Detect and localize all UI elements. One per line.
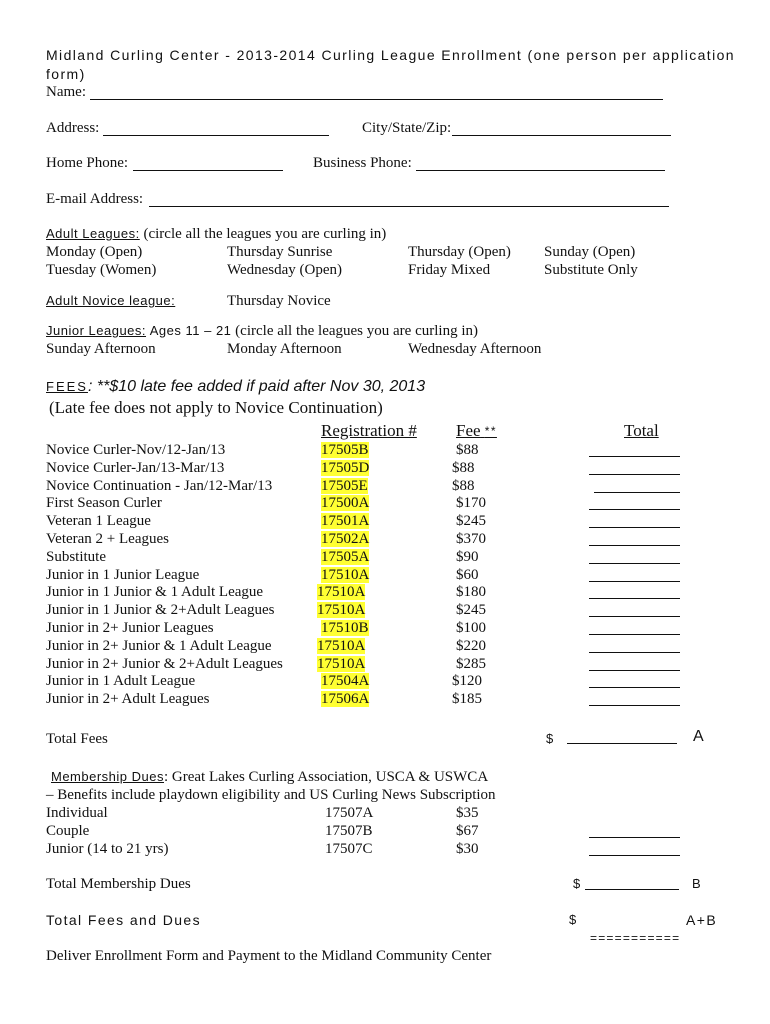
fee-row-amount: $370 bbox=[456, 531, 486, 547]
fee-row-amount: $170 bbox=[456, 495, 486, 512]
fee-row-code: 17505D bbox=[321, 459, 370, 476]
fee-row-code: 17510A bbox=[317, 637, 366, 654]
total-fees-currency: $ bbox=[546, 731, 554, 746]
fee-row-code-cell bbox=[321, 690, 369, 708]
fee-row-amount: $185 bbox=[452, 691, 482, 708]
fee-row-code-cell bbox=[321, 477, 368, 495]
delivery-instruction: Deliver Enrollment Form and Payment to the Midland Community Center bbox=[46, 948, 492, 964]
fees-heading: FEES bbox=[46, 379, 88, 394]
membership-heading: Membership Dues bbox=[51, 769, 164, 784]
total-membership-mark: B bbox=[692, 876, 702, 891]
junior-leagues-instruction: (circle all the leagues you are curling in) bbox=[235, 323, 478, 339]
total-membership-label: Total Membership Dues bbox=[46, 876, 191, 892]
business-phone-field[interactable] bbox=[416, 170, 665, 171]
address-label: Address: bbox=[46, 120, 100, 136]
membership-desc-2: – Benefits include playdown eligibility and US Curling News Subscription bbox=[46, 787, 496, 803]
membership-row-total-field[interactable] bbox=[589, 855, 680, 856]
fee-row-total-field[interactable] bbox=[589, 563, 680, 564]
total-membership-field[interactable] bbox=[585, 889, 679, 890]
fee-row-total-field[interactable] bbox=[589, 652, 680, 653]
col-fee-mark: ** bbox=[484, 424, 497, 438]
fee-row-label: Junior in 1 Junior & 2+Adult Leagues bbox=[46, 602, 275, 619]
col-fee-label: Fee bbox=[456, 421, 481, 440]
fee-row-label: Junior in 2+ Adult Leagues bbox=[46, 691, 210, 708]
fee-row-total-field[interactable] bbox=[589, 616, 680, 617]
membership-row-total-field[interactable] bbox=[589, 837, 680, 838]
grand-total-currency: $ bbox=[569, 912, 577, 927]
city-state-zip-label: City/State/Zip: bbox=[362, 120, 452, 136]
total-fees-label: Total Fees bbox=[46, 731, 108, 747]
fee-row-amount: $220 bbox=[456, 637, 486, 654]
adult-novice-thursday[interactable]: Thursday Novice bbox=[227, 293, 331, 309]
fee-row-code: 17501A bbox=[321, 513, 370, 530]
email-label: E-mail Address: bbox=[46, 191, 144, 207]
fee-row-code: 17510A bbox=[317, 655, 366, 672]
business-phone-label: Business Phone: bbox=[313, 155, 412, 171]
fee-row-amount: $60 bbox=[456, 566, 479, 583]
adult-league-substitute[interactable]: Substitute Only bbox=[544, 262, 638, 278]
fee-row-amount: $88 bbox=[456, 442, 479, 458]
fee-row-amount: $245 bbox=[456, 513, 486, 530]
membership-row-fee: $30 bbox=[456, 840, 479, 857]
membership-row-label: Junior (14 to 21 yrs) bbox=[46, 840, 169, 857]
fee-row-total-field[interactable] bbox=[589, 634, 680, 635]
late-fee-note: : **$10 late fee added if paid after Nov 30, 2013 bbox=[87, 378, 426, 395]
fee-row-label: Junior in 2+ Junior Leagues bbox=[46, 620, 214, 636]
fee-row-total-field[interactable] bbox=[589, 527, 680, 528]
total-fees-field[interactable] bbox=[567, 743, 677, 744]
fee-row-label: Veteran 2 + Leagues bbox=[46, 531, 169, 547]
adult-league-sunday[interactable]: Sunday (Open) bbox=[544, 244, 636, 260]
fee-row-code-cell bbox=[321, 619, 369, 637]
form-title-line-1: Midland Curling Center - 2013-2014 Curling League Enrollment (one person per application bbox=[46, 47, 735, 63]
adult-league-monday[interactable]: Monday (Open) bbox=[46, 244, 143, 260]
fee-row-code: 17504A bbox=[321, 673, 370, 690]
fee-row-code: 17505E bbox=[321, 477, 368, 494]
fee-row-amount: $285 bbox=[456, 655, 486, 672]
fee-row-total-field[interactable] bbox=[594, 492, 680, 493]
fee-row-code-cell bbox=[317, 601, 365, 619]
fee-row-amount: $100 bbox=[456, 620, 486, 636]
fee-row-code: 17510A bbox=[317, 584, 366, 601]
fee-row-code-cell bbox=[321, 566, 369, 584]
fee-row-code: 17510A bbox=[317, 602, 366, 619]
fee-row-amount: $88 bbox=[452, 477, 475, 494]
membership-row-code: 17507C bbox=[325, 840, 373, 857]
fee-row-total-field[interactable] bbox=[589, 598, 680, 599]
junior-leagues-header bbox=[46, 322, 478, 340]
fee-row-code-cell bbox=[321, 530, 369, 548]
fee-row-code-cell bbox=[317, 655, 365, 673]
fee-row-label: Junior in 1 Junior & 1 Adult League bbox=[46, 584, 264, 601]
address-field[interactable] bbox=[103, 135, 329, 136]
col-total: Total bbox=[624, 421, 659, 440]
fee-row-code: 17502A bbox=[321, 531, 370, 547]
fee-row-label: Novice Curler-Nov/12-Jan/13 bbox=[46, 442, 226, 458]
junior-leagues-ages: Ages 11 – 21 bbox=[149, 323, 232, 338]
fee-row-label: Novice Continuation - Jan/12-Mar/13 bbox=[46, 477, 273, 494]
grand-total-equals: =========== bbox=[590, 931, 681, 945]
fee-row-code: 17510B bbox=[321, 620, 369, 636]
fee-row-total-field[interactable] bbox=[589, 545, 680, 546]
membership-row-fee: $67 bbox=[456, 822, 479, 839]
fee-row-code: 17500A bbox=[321, 495, 370, 512]
fee-row-code-cell bbox=[321, 459, 369, 477]
col-registration: Registration # bbox=[321, 421, 417, 440]
fee-row-total-field[interactable] bbox=[589, 670, 680, 671]
total-fees-mark: A bbox=[693, 728, 705, 745]
adult-novice-heading: Adult Novice league: bbox=[46, 293, 176, 308]
fee-row-total-field[interactable] bbox=[589, 581, 680, 582]
adult-leagues-instruction: (circle all the leagues you are curling in) bbox=[143, 226, 387, 242]
grand-total-mark: A+B bbox=[686, 912, 718, 928]
adult-league-thursday-open[interactable]: Thursday (Open) bbox=[408, 244, 511, 260]
fee-row-amount: $245 bbox=[456, 602, 486, 619]
adult-league-friday-mixed[interactable]: Friday Mixed bbox=[408, 262, 491, 278]
fee-row-code: 17506A bbox=[321, 691, 370, 708]
fee-row-label: First Season Curler bbox=[46, 495, 162, 512]
membership-row-label: Individual bbox=[46, 805, 108, 821]
fee-row-code-cell bbox=[321, 441, 369, 459]
membership-desc-1: : Great Lakes Curling Association, USCA & USWCA bbox=[164, 769, 489, 785]
fee-row-code-cell bbox=[317, 583, 365, 601]
name-field[interactable] bbox=[90, 99, 663, 100]
junior-league-sunday[interactable]: Sunday Afternoon bbox=[46, 341, 156, 357]
fee-row-code: 17505A bbox=[321, 548, 370, 565]
fee-row-label: Junior in 2+ Junior & 1 Adult League bbox=[46, 637, 272, 654]
junior-leagues-heading: Junior Leagues: bbox=[46, 323, 147, 338]
grand-total-label: Total Fees and Dues bbox=[46, 912, 202, 928]
membership-row-code: 17507A bbox=[325, 805, 374, 821]
adult-league-thursday-sunrise[interactable]: Thursday Sunrise bbox=[227, 244, 333, 260]
fee-row-code-cell bbox=[321, 548, 369, 566]
fee-row-label: Novice Curler-Jan/13-Mar/13 bbox=[46, 459, 225, 476]
membership-row-label: Couple bbox=[46, 822, 90, 839]
fee-row-code: 17505B bbox=[321, 442, 369, 458]
junior-league-wednesday[interactable]: Wednesday Afternoon bbox=[408, 341, 542, 357]
home-phone-field[interactable] bbox=[133, 170, 283, 171]
adult-league-tuesday[interactable]: Tuesday (Women) bbox=[46, 262, 157, 278]
fee-row-label: Junior in 1 Adult League bbox=[46, 673, 196, 690]
form-title-line-2: form) bbox=[46, 66, 86, 82]
membership-row-code: 17507B bbox=[325, 822, 373, 839]
membership-header bbox=[51, 768, 488, 786]
fee-row-label: Veteran 1 League bbox=[46, 513, 151, 530]
fee-row-amount: $120 bbox=[452, 673, 482, 690]
fee-row-label: Junior in 1 Junior League bbox=[46, 566, 200, 583]
fee-row-label: Junior in 2+ Junior & 2+Adult Leagues bbox=[46, 655, 283, 672]
fee-row-total-field[interactable] bbox=[589, 687, 680, 688]
adult-league-wednesday[interactable]: Wednesday (Open) bbox=[227, 262, 342, 278]
fee-row-total-field[interactable] bbox=[589, 474, 680, 475]
fee-row-total-field[interactable] bbox=[589, 456, 680, 457]
fee-row-label: Substitute bbox=[46, 548, 107, 565]
fee-row-total-field[interactable] bbox=[589, 705, 680, 706]
name-label: Name: bbox=[46, 84, 86, 100]
fee-row-code: 17510A bbox=[321, 566, 370, 583]
total-membership-currency: $ bbox=[573, 876, 581, 891]
membership-row-fee: $35 bbox=[456, 805, 479, 821]
junior-league-monday[interactable]: Monday Afternoon bbox=[227, 341, 342, 357]
fees-header bbox=[46, 376, 425, 398]
fee-row-amount: $88 bbox=[452, 459, 475, 476]
fee-row-code-cell bbox=[321, 512, 369, 530]
fee-row-total-field[interactable] bbox=[589, 509, 680, 510]
fee-row-amount: $90 bbox=[456, 548, 479, 565]
home-phone-label: Home Phone: bbox=[46, 155, 129, 171]
city-state-zip-field[interactable] bbox=[452, 135, 671, 136]
email-field[interactable] bbox=[149, 206, 669, 207]
fee-row-code-cell bbox=[321, 494, 369, 512]
adult-leagues-header bbox=[46, 225, 386, 243]
col-fee bbox=[456, 421, 497, 441]
fee-row-code-cell bbox=[317, 637, 365, 655]
late-fee-exception: (Late fee does not apply to Novice Continuation) bbox=[49, 398, 383, 417]
adult-leagues-heading: Adult Leagues: bbox=[46, 226, 140, 241]
fee-row-code-cell bbox=[321, 672, 369, 690]
fee-row-amount: $180 bbox=[456, 584, 486, 601]
